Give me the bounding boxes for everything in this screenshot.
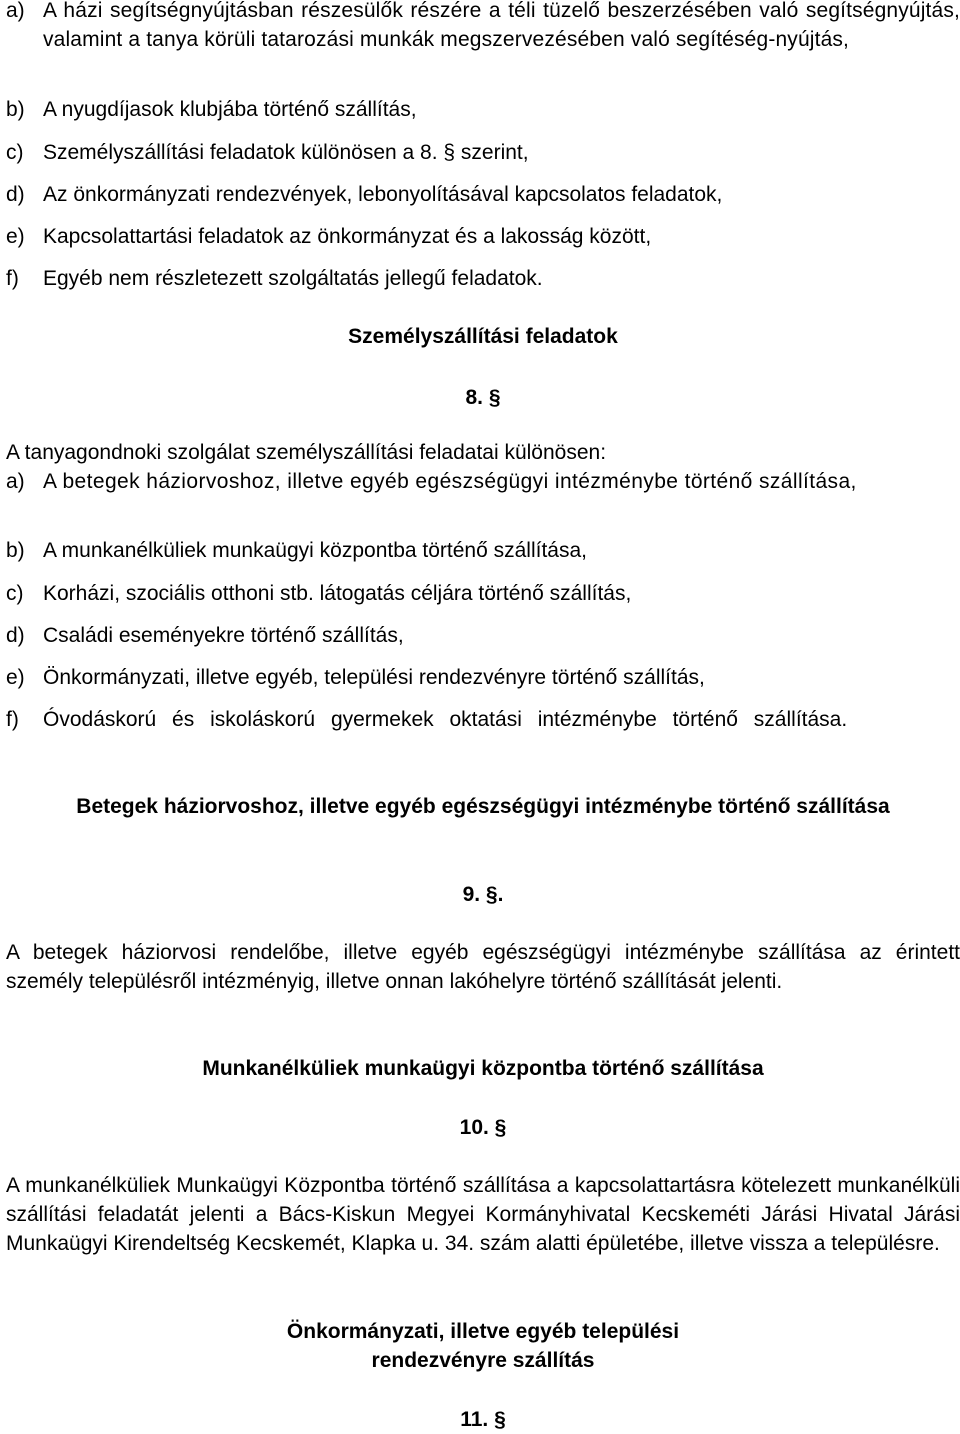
list-item bbox=[6, 621, 960, 650]
list-item-text: Egyéb nem részletezett szolgáltatás jellegű feladatok. bbox=[43, 267, 543, 290]
list-item-label: e) bbox=[6, 666, 25, 689]
list-item bbox=[6, 579, 960, 608]
list-item bbox=[6, 705, 960, 734]
section-9-number: 9. §. bbox=[462, 883, 504, 906]
section-10-text: A munkanélküliek Munkaügyi Központba történő szállítása a kapcsolattartásra kötelezett munkanélküli szállítási feladatát jelenti a Bács-Kiskun Megyei Kormányhivatal Kecskeméti Járási Hivatal Járási Munkaügyi Kirendeltség Kecskemét, Klapka u. 34. szám alatti épületébe, illetve vissza a településre. bbox=[6, 1174, 960, 1255]
list-item-text: Kapcsolattartási feladatok az önkormányzat és a lakosság között, bbox=[43, 225, 652, 248]
list-item-label: d) bbox=[6, 624, 25, 647]
list-item bbox=[6, 138, 960, 167]
list-item bbox=[6, 536, 960, 565]
list-item bbox=[6, 180, 960, 209]
list-item bbox=[6, 222, 960, 251]
list-item-label: b) bbox=[6, 98, 25, 121]
list-item-text: Óvodáskorú és iskoláskorú gyermekek oktatási intézménybe történő szállítása. bbox=[43, 708, 848, 731]
list-item bbox=[6, 95, 960, 124]
section-10-number: 10. § bbox=[459, 1116, 507, 1139]
section-8-number: 8. § bbox=[465, 386, 501, 409]
list-item-text: Személyszállítási feladatok különösen a 8. § szerint, bbox=[43, 141, 529, 164]
list-item bbox=[6, 467, 960, 496]
section-9-title: Betegek háziorvoshoz, illetve egyéb egészségügyi intézménybe történő szállítása bbox=[76, 795, 890, 818]
section-11-number: 11. § bbox=[460, 1408, 506, 1431]
list-item-label: d) bbox=[6, 183, 25, 206]
list-item-label: a) bbox=[6, 0, 25, 22]
list-item bbox=[6, 0, 960, 54]
list-item-text: A nyugdíjasok klubjába történő szállítás, bbox=[43, 98, 417, 121]
list-item-label: f) bbox=[6, 267, 19, 290]
list-item-label: c) bbox=[6, 582, 24, 605]
list-item-text: Korházi, szociális otthoni stb. látogatás céljára történő szállítás, bbox=[43, 582, 632, 605]
section-10-title: Munkanélküliek munkaügyi központba történő szállítása bbox=[202, 1057, 764, 1080]
list-item bbox=[6, 264, 960, 293]
list-item bbox=[6, 663, 960, 692]
list-item-text: A munkanélküliek munkaügyi központba történő szállítása, bbox=[43, 539, 587, 562]
list-item-label: a) bbox=[6, 470, 25, 493]
list-item-label: e) bbox=[6, 225, 25, 248]
list-item-text: A házi segítségnyújtásban részesülők részére a téli tüzelő beszerzésében való segítségnyújtás, valamint a tanya körüli tatarozási munkák megszervezésében való segítéség-nyújtás, bbox=[43, 0, 960, 51]
list-item-text: Önkormányzati, illetve egyéb, települési rendezvényre történő szállítás, bbox=[43, 666, 705, 689]
section-11-title-line1: Önkormányzati, illetve egyéb települési bbox=[286, 1320, 680, 1343]
section-11-title bbox=[6, 1317, 960, 1375]
list-item-label: f) bbox=[6, 708, 19, 731]
section-8-title: Személyszállítási feladatok bbox=[348, 325, 618, 348]
list-item-text: A betegek háziorvoshoz, illetve egyéb egészségügyi intézménybe történő szállítása, bbox=[43, 470, 857, 493]
section-9-text: A betegek háziorvosi rendelőbe, illetve egyéb egészségügyi intézménybe szállítása az érintett személy településről intézményig, illetve onnan lakóhelyre történő szállítását jelenti. bbox=[6, 941, 960, 993]
list-item-text: Családi eseményekre történő szállítás, bbox=[43, 624, 404, 647]
list-item-label: c) bbox=[6, 141, 24, 164]
list-item-label: b) bbox=[6, 539, 25, 562]
section-11-title-line2: rendezvényre szállítás bbox=[371, 1349, 595, 1372]
section-8-intro: A tanyagondnoki szolgálat személyszállítási feladatai különösen: bbox=[6, 441, 607, 464]
list-item-text: Az önkormányzati rendezvények, lebonyolításával kapcsolatos feladatok, bbox=[43, 183, 723, 206]
